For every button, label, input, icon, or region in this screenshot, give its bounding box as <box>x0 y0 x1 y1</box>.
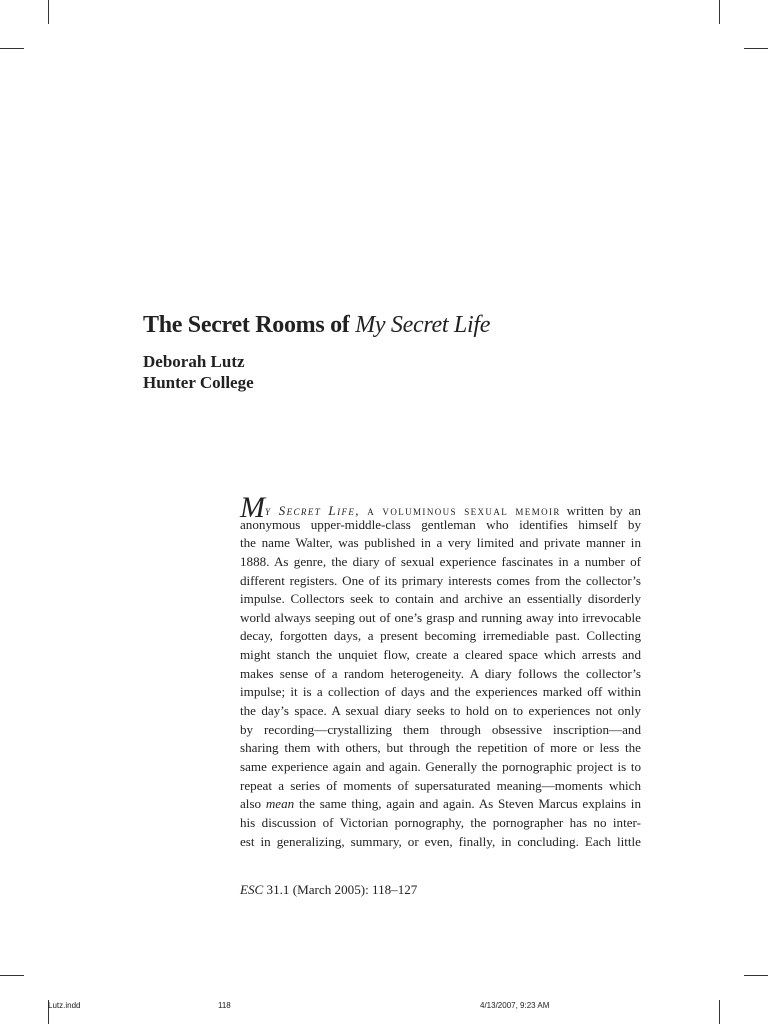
drop-cap: M <box>240 491 265 524</box>
journal-abbrev: ESC <box>240 882 264 897</box>
author-affiliation: Hunter College <box>143 373 254 392</box>
crop-mark-top-left <box>48 0 49 24</box>
body-line: est in generalizing, summary, or even, finally, in concluding. Each little <box>240 833 641 849</box>
body-line: same experience again and again. Generally the pornographic project is to <box>240 758 641 774</box>
crop-mark-top-right <box>719 0 720 24</box>
title-block <box>143 312 663 393</box>
body-line: 1888. As genre, the diary of sexual experience fascinates in a number of <box>240 553 641 569</box>
crop-mark-top-left-h <box>0 48 24 49</box>
crop-mark-top-right-h <box>744 48 768 49</box>
slug-filename: Lutz.indd <box>48 1001 81 1010</box>
crop-mark-bottom-right <box>719 1000 720 1024</box>
slug-timestamp: 4/13/2007, 9:23 AM <box>480 1001 550 1010</box>
body-line: impulse; it is a collection of days and the experiences marked off within <box>240 684 641 700</box>
slug-page-number: 118 <box>218 1001 231 1010</box>
crop-mark-bottom-right-h <box>744 975 768 976</box>
body-line: world always seeping out of one’s grasp and running away into irrevocable <box>240 609 641 625</box>
body-line: the name Walter, was published in a very limited and private manner in <box>240 535 641 551</box>
body-line: sharing them with others, but through the repetition of more or less the <box>240 740 641 756</box>
body-line: the day’s space. A sexual diary seeks to hold on to experiences not only <box>240 703 641 719</box>
body-line: impulse. Collectors seek to contain and archive an essentially disorderly <box>240 591 641 607</box>
body-line: decay, forgotten days, a present becoming irremediable past. Collecting <box>240 628 641 644</box>
lead-smallcaps: a voluminous sexual memoir <box>359 503 561 518</box>
body-line: repeat a series of moments of supersaturated meaning—moments which <box>240 777 641 793</box>
body-line-first: My Secret Life, a voluminous sexual memoir written by an <box>240 491 641 524</box>
emphasis-mean: mean <box>265 796 295 812</box>
body-line: anonymous upper-middle-class gentleman who identifies himself by <box>240 516 641 532</box>
body-line: makes sense of a random heterogeneity. A diary follows the collector’s <box>240 665 641 681</box>
journal-citation: ESC 31.1 (March 2005): 118–127 <box>240 882 418 897</box>
body-line: might stanch the unquiet flow, create a cleared space which arrests and <box>240 647 641 663</box>
article-title: The Secret Rooms of My Secret Life <box>143 312 491 338</box>
body-line: by recording—crystallizing them through obsessive inscription—and <box>240 721 641 737</box>
author-name: Deborah Lutz <box>143 352 245 371</box>
body-line: his discussion of Victorian pornography, the pornographer has no inter- <box>240 814 641 830</box>
body-line: different registers. One of its primary interests comes from the collector’s <box>240 572 641 588</box>
article-body <box>240 491 641 851</box>
crop-mark-bottom-left-h <box>0 975 24 976</box>
body-line-emphasis: also mean the same thing, again and again. As Steven Marcus explains in <box>240 796 641 812</box>
title-italic: My Secret Life <box>355 312 491 338</box>
book-title-smallcaps: y Secret Life, <box>265 503 360 518</box>
